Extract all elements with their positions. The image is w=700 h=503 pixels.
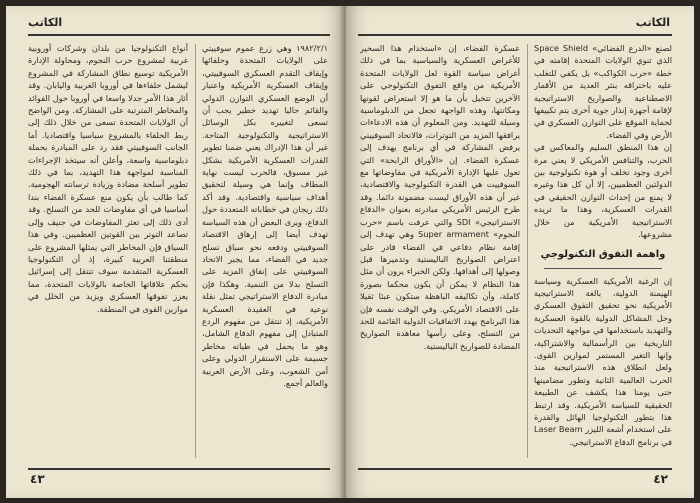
right-page-column-right (534, 42, 672, 462)
left-column-separator (195, 44, 196, 458)
right-col-a-continued-text: إن الرغبة الأمريكية العسكرية وسياسة الهيمنة الدولية، بالغة الاستراتيجية الأمريكية نحو تحقيق التفوق العسكري وحل المشاكل الدولية بالقوة العسكرية والتهديد باستخدامها في مواجهة التحديات التاريخية بين الرأسمالية والاشتراكية، وإنها التغير المستمر لموازين القوى. ولعل انطلاق هذه الاستراتيجية منذ الحرب العالمية الثانية وتطور مضامينها حتى يومنا هذا يكشف عن الطبيعة الحقيقية للسياسة الأمريكية. وقد ارتبط هذا بتطور التكنولوجيا الهائل والقدرة على استخدام أشعة الليزر Laser Beam في برنامج الدفاع الاستراتيجي. (534, 275, 672, 447)
left-page-column-left (28, 42, 188, 462)
left-running-head: الكاتب (28, 16, 63, 29)
left-col-a-text: ١٩٨٢/٢/١ وهي زرع عموم سوفييتي على الولايات المتحدة وحلفائها وإيقاف التقدم العسكري السوفييتي، وإيقاف العسكرية الأمريكية واعتبار أن الوضع العسكري التوازن الدولي والقائم حاليا تهديد خطير يجب أن تسعى لتغييره بكل الوسائل الاستراتيجية والتكنولوجية المتاحة. غير أن هذا الإدراك يعني ضمنا تطوير القدرات العسكرية الأمريكية بشكل غير مسبوق، فالحرب ليست نهاية المطاف وإنما هي وسيلة لتحقيق أهداف سياسية واقتصادية. وقد أكد ذلك ريجان في خطاباته المتعددة حول الدفاع، ويرى البعض أن هذه السياسة تهدف أيضا إلى إرهاق الاقتصاد السوفييتي ودفعه نحو سباق تسلح جديد في الفضاء، مما يجبر الاتحاد السوفييتي على إنفاق المزيد على التسلح بدلا من التنمية. وهكذا فإن مبادرة الدفاع الاستراتيجي تمثل نقلة نوعية في العقيدة العسكرية الأمريكية، إذ تنتقل من مفهوم الردع المتبادل إلى مفهوم الدفاع الشامل، وهو ما يحمل في طياته مخاطر جسيمة على الاستقرار الدولي وعلى أمن الشعوب، وعلى الأرض العربية والعالم أجمع. (202, 43, 328, 388)
left-page-number: ٤٣ (30, 472, 45, 486)
left-page (6, 6, 344, 498)
right-column-separator (527, 44, 528, 458)
right-page (346, 6, 694, 498)
section-subheading: واهمة التفوق التكنولوجي (540, 248, 666, 260)
right-page-column-left (360, 42, 520, 462)
left-page-column-right (202, 42, 328, 462)
right-col-a-text: لصنع «الدرع الفضائي» Space Shield الذي تنوي الولايات المتحدة إقامته في خطة «حرب الكواكب» بل يكفي للتغلب عليه باختراقه بنثر العديد من الأقمار الاصطناعية والصواريخ الاستراتيجية لإقامة أجهزة إنذار جوية أخرى يتم تكييفها لحماية الموقع على التوازن العسكري في الأرض وفي الفضاء. إن هذا المنطق السليم والمعاكس في الحرب، والتنافس الأمريكي لا يعني مرة أخرى وجود تخلف أو هوة تكنولوجية بين الدولتين العظميين، إلا أن كل هذا وغيره لا يمنع من إحداث التوازن الحقيقي في القدرات العسكرية، وهذا ما تريده الاستراتيجية الأمريكية من خلال مشروعها. (534, 43, 672, 240)
right-running-head: الكاتب (635, 16, 670, 29)
right-page-number: ٤٢ (653, 472, 668, 486)
left-header-rule (28, 34, 330, 36)
right-footer-rule (358, 468, 672, 470)
left-col-b-text: أنواع التكنولوجيا من بلدان وشركات أوروبية غربية لمشروع حرب النجوم، ومحاولة الإدارة الأمريكية توسيع نطاق المشاركة في المشروع ليشمل حلفاءها في أوروبا الغربية واليابان. وقد أثار هذا الأمر جدلا واسعا في أوروبا حول الفوائد والمخاطر المترتبة على المشاركة. ومن الواضح أن الولايات المتحدة تسعى من خلال ذلك إلى ربط الحلفاء بالمشروع سياسيا واقتصاديا. أما الجانب السوفييتي فقد رد على المبادرة بحملة دبلوماسية واسعة، وأعلن أنه سيتخذ الإجراءات المناسبة لمواجهة هذا التهديد، بما في ذلك تطوير أسلحة مضادة وزيادة ترسانته الهجومية. كما طالب بأن يكون منع عسكرة الفضاء بندا أساسيا في أي مفاوضات للحد من التسلح. وقد أدى ذلك إلى تعثر المفاوضات في جنيف وإلى تصاعد التوتر بين القوتين العظميين. وفي هذا السياق فإن المخاطر التي يمثلها المشروع على منطقتنا العربية كبيرة، إذ أن التكنولوجيا العسكرية المتقدمة سوف تنتقل إلى إسرائيل بحكم علاقاتها الخاصة بالولايات المتحدة، مما يعزز تفوقها العسكري ويزيد من الخلل في موازين القوى في المنطقة. (28, 43, 188, 314)
left-footer-rule (28, 468, 330, 470)
right-col-b-text: عسكرة الفضاء، إن «استخدام هذا السخير للأغراض العسكرية والسياسية بما في ذلك أغراض سياسة القوة لعل الولايات المتحدة الأمريكية من واقع التفوق التكنولوجي على الآخرين تتخيل بأن ما هو إلا استعراض لقوتها ومكانتها، وهذه الواجهة تجعل من الدبلوماسية وسيلة للتهديد. ومن المعلوم أن هذه الادعاءات يرافقها المزيد من التوترات، فالاتحاد السوفييتي يرفض المشاركة في أي برنامج يهدف إلى عسكرة الفضاء. إن «الأوراق الرابحة» التي تعول عليها الإدارة الأمريكية في مفاوضاتها مع السوفييت هي القدرة التكنولوجية والاقتصادية، غير أن هذه الأوراق ليست مضمونة دائما. وقد طرح الرئيس الأمريكي مبادرته بعنوان «الدفاع الاستراتيجي» SDI والتي عرفت باسم «حرب النجوم» Super armament وهي تهدف إلى إقامة نظام دفاعي في الفضاء قادر على اعتراض الصواريخ الباليستية وتدميرها قبل وصولها إلى أهدافها. ولكن الخبراء يرون أن مثل هذا النظام لا يمكن أن يكون محكما بصورة كاملة، وأن تكاليفه الباهظة ستكون عبئا ثقيلا على الاقتصاد الأمريكي. وفي الوقت نفسه فإن هذا البرنامج يهدد الاتفاقيات الدولية القائمة للحد من التسلح، وعلى رأسها معاهدة الصواريخ المضادة للصواريخ الباليستية. (360, 43, 520, 351)
right-header-rule (358, 34, 672, 36)
subheading-rule (544, 268, 662, 269)
